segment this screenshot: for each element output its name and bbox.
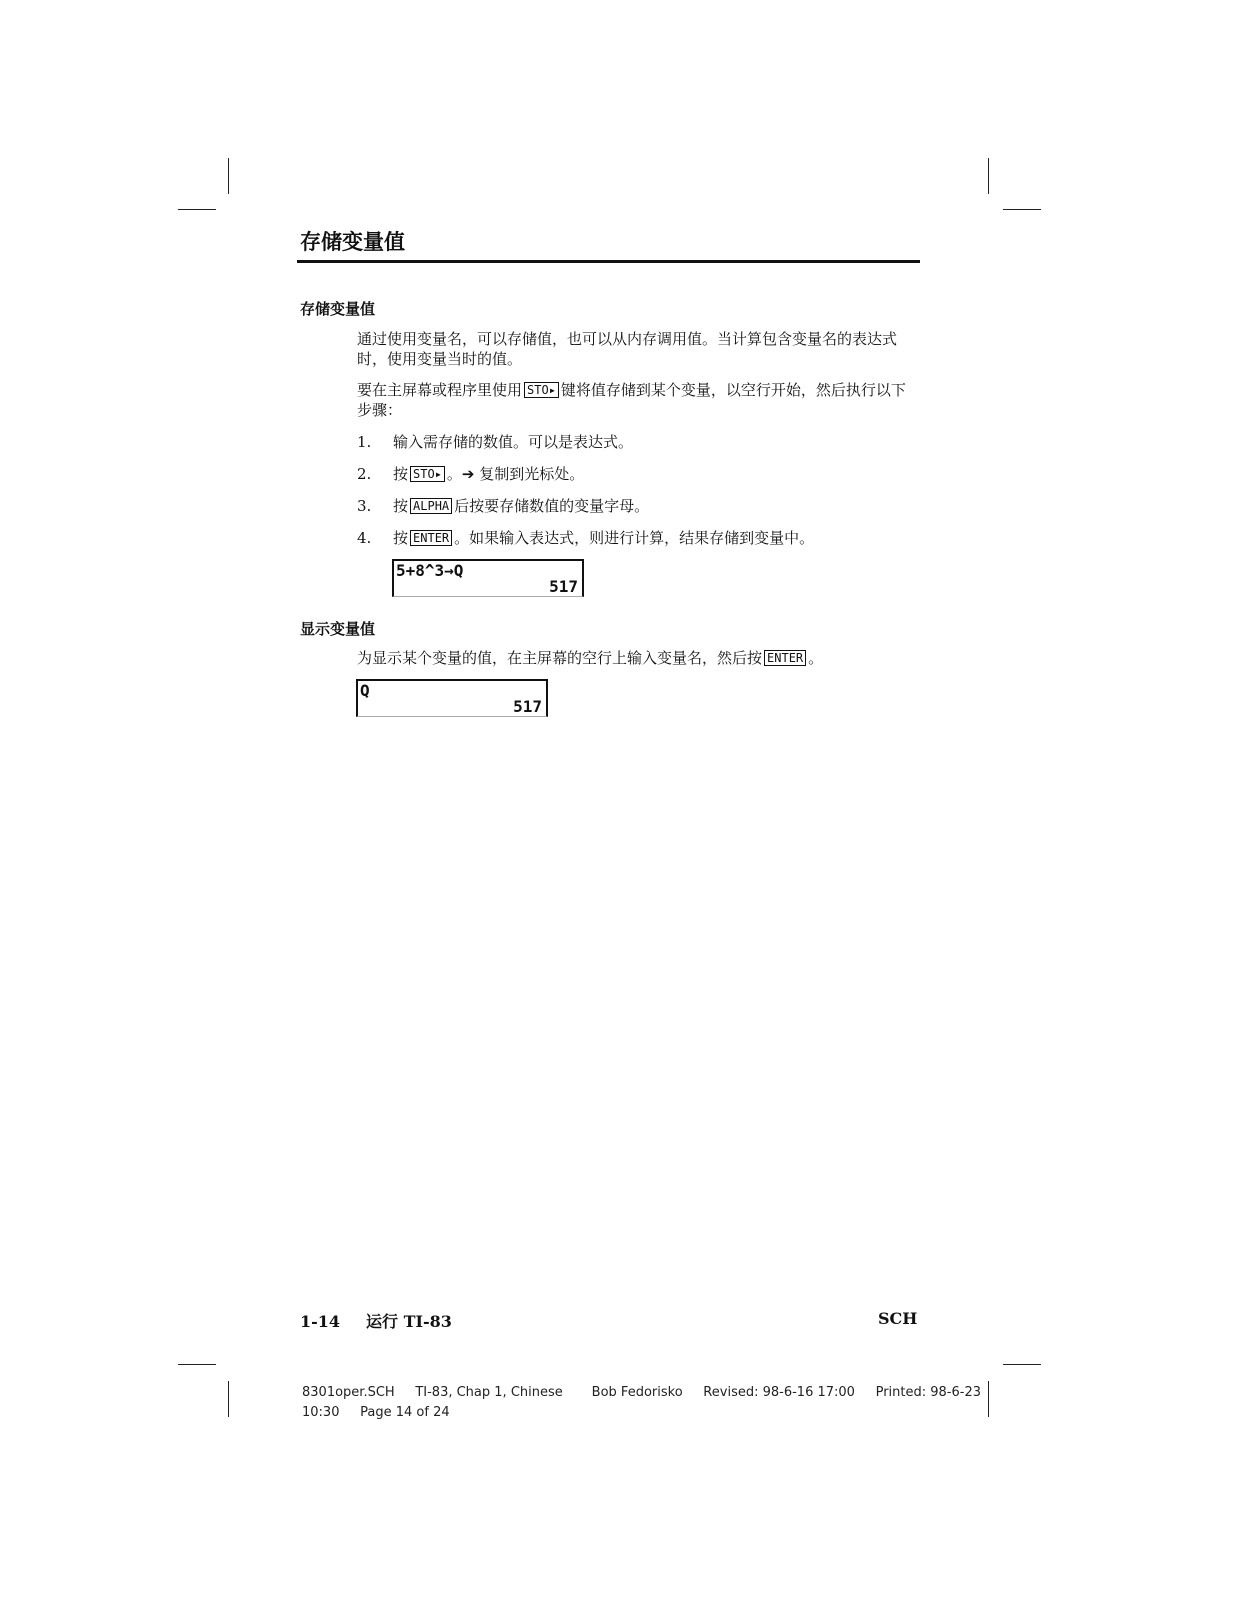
section-heading-display: 显示变量值 — [300, 620, 376, 638]
page-number: 1-14 — [300, 1312, 341, 1331]
section-heading-store: 存储变量值 — [300, 300, 376, 318]
chapter-title: 运行 TI-83 — [366, 1312, 452, 1331]
page-footer-left — [300, 1309, 452, 1332]
crop-mark — [228, 1381, 229, 1417]
enter-key: ENTER — [410, 530, 452, 546]
step-item — [357, 464, 584, 484]
print-metadata-line2: 10:30 Page 14 of 24 — [302, 1405, 450, 1420]
sto-key: STO▸ — [524, 382, 559, 398]
step-item — [357, 496, 649, 516]
title-rule — [297, 260, 920, 263]
display-paragraph — [357, 648, 917, 668]
step-text: 输入需存储的数值。可以是表达式。 — [393, 433, 634, 451]
step-text-pre: 按 — [393, 497, 409, 515]
intro-paragraph: 通过使用变量名，可以存储值，也可以从内存调用值。当计算包含变量名的表达式时，使用变量当时的值。 — [357, 330, 898, 368]
step-text-post: 。➔ 复制到光标处。 — [446, 465, 585, 483]
display-text-pre: 为显示某个变量的值，在主屏幕的空行上输入变量名，然后按 — [357, 649, 763, 667]
screen-result-line: 517 — [549, 577, 578, 596]
calculator-screen-display — [356, 679, 548, 717]
procedure-text-post: 键将值存储到某个变量，以空行开始，然后执行以下步骤： — [357, 381, 906, 419]
step-text-pre: 按 — [393, 529, 409, 547]
step-item — [357, 528, 814, 548]
step-number: 2. — [357, 465, 372, 483]
sto-key: STO▸ — [410, 466, 445, 482]
step-text-post: 后按要存储数值的变量字母。 — [454, 497, 650, 515]
screen-input-line: 5+8^3→Q — [396, 561, 464, 580]
step-item — [357, 432, 633, 452]
crop-mark — [988, 1381, 989, 1417]
screen-input-line: Q — [360, 681, 370, 700]
crop-mark — [228, 158, 229, 194]
step-number: 1. — [357, 433, 372, 451]
step-text-post: 。如果输入表达式，则进行计算，结果存储到变量中。 — [454, 529, 815, 547]
procedure-paragraph — [357, 380, 917, 420]
print-metadata-line1: 8301oper.SCH TI-83, Chap 1, Chinese Bob Fedorisko Revised: 98-6-16 17:00 Printed: 98-6-23 — [302, 1385, 981, 1400]
display-text-post: 。 — [808, 649, 824, 667]
crop-mark — [988, 158, 989, 194]
enter-key: ENTER — [764, 650, 806, 666]
alpha-key: ALPHA — [410, 498, 452, 514]
language-code: SCH — [878, 1309, 918, 1328]
screen-result-line: 517 — [513, 697, 542, 716]
step-number: 4. — [357, 529, 372, 547]
crop-mark — [1003, 209, 1041, 210]
crop-mark — [1003, 1364, 1041, 1365]
procedure-text-pre: 要在主屏幕或程序里使用 — [357, 381, 523, 399]
calculator-screen-store — [392, 559, 584, 597]
step-number: 3. — [357, 497, 372, 515]
crop-mark — [178, 209, 216, 210]
page-title: 存储变量值 — [300, 230, 405, 254]
crop-mark — [178, 1364, 216, 1365]
step-text-pre: 按 — [393, 465, 409, 483]
